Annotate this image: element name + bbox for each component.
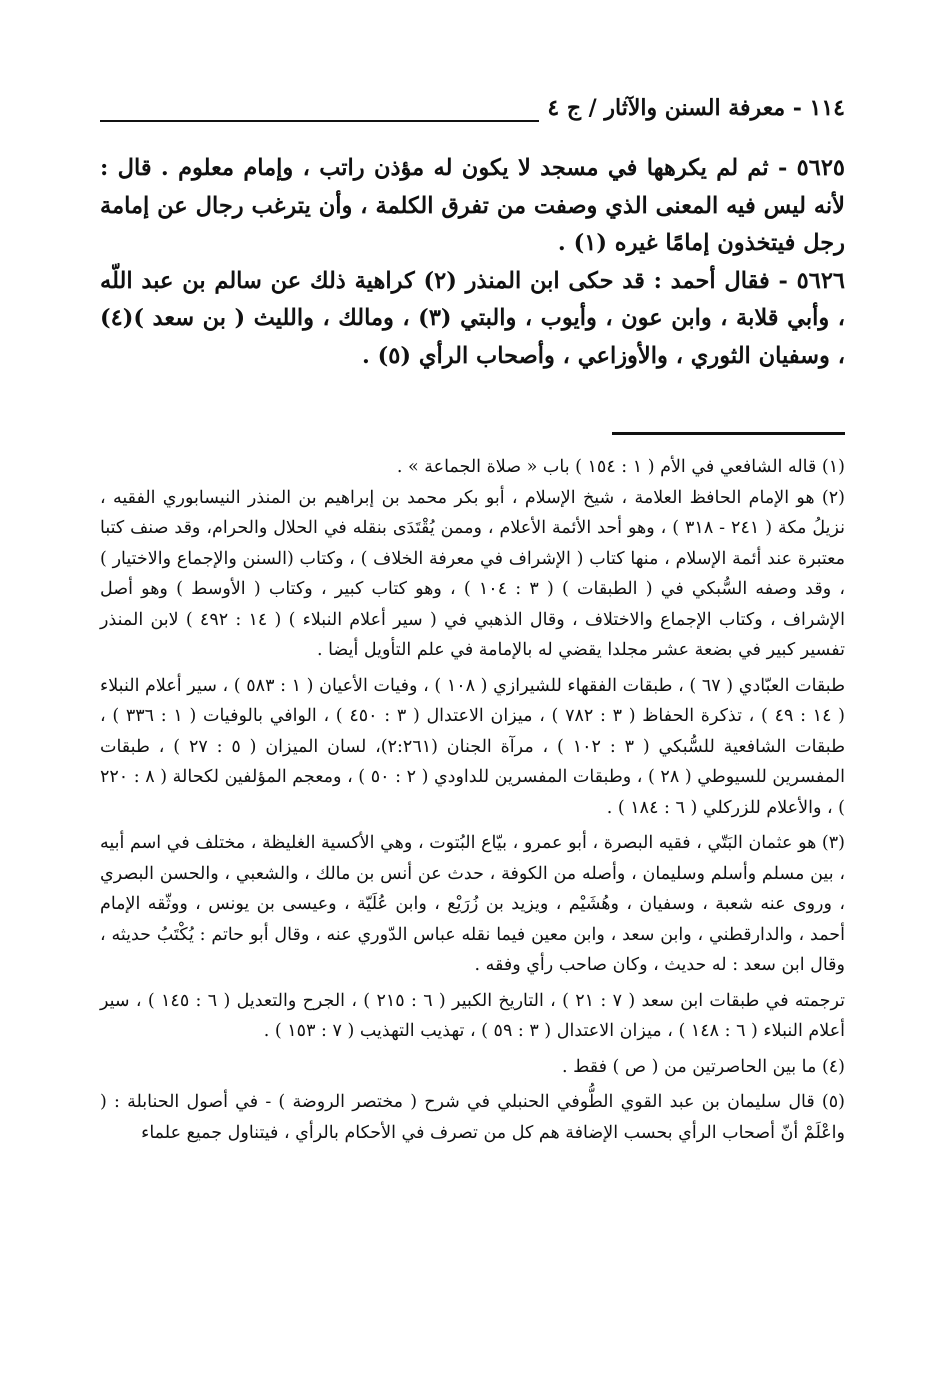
footnote-5: (٥) قال سليمان بن عبد القوي الطُّوفي الحنبلي في شرح ( مختصر الروضة ) - في أصول الحنابلة : ( واعْلَمْ أنّ أصحاب الرأي بحسب الإضافة هم كل من تصرف في الأحكام بالرأي ، فيتناول جميع علماء [100, 1092, 845, 1143]
main-text [100, 150, 845, 375]
footnotes [100, 452, 845, 1148]
page-header [100, 94, 845, 130]
running-head: ١١٤ - معرفة السنن والآثار / ج ٤ [539, 94, 845, 122]
footnote-3: (٣) هو عثمان البَتّي ، فقيه البصرة ، أبو عمرو ، بيّاع البُتوت ، وهي الأكسية الغليظة ، مختلف في اسم أبيه ، بين مسلم وأسلم وسليمان ، وأصله من الكوفة ، حدث عن أنس بن مالك ، والشعبي ، والحسن البصري ، وروى عنه شعبة ، وسفيان ، وهُشَيْم ، ويزيد بن زُرَيْع ، وابن عُلَيّة ، وعيسى بن يونس ، ووثّقه الإمام أحمد ، والدارقطني ، وابن سعد ، وابن معين فيما نقله عباس الدّوري عنه ، وقال أبو حاتم : يُكْتَبُ حديثه ، وقال ابن سعد : له حديث ، وكان صاحب رأي وفقه . [100, 833, 845, 975]
footnote-2-references: طبقات العبّادي ( ٦٧ ) ، طبقات الفقهاء للشيرازي ( ١٠٨ ) ، وفيات الأعيان ( ١ : ٥٨٣ ) ، سير أعلام النبلاء ( ١٤ : ٤٩ ) ، تذكرة الحفاظ ( ٣ : ٧٨٢ ) ، ميزان الاعتدال ( ٣ : ٤٥٠ ) ، الوافي بالوفيات ( ١ : ٣٣٦ ) ، طبقات الشافعية للسُّبكي ( ٣ : ١٠٢ ) ، مرآة الجنان (٢:٢٦١)، لسان الميزان ( ٥ : ٢٧ ) ، طبقات المفسرين للسيوطي ( ٢٨ ) ، وطبقات المفسرين للداودي ( ٢ : ٥٠ ) ، ومعجم المؤلفين لكحالة ( ٨ : ٢٢٠ ) ، والأعلام للزركلي ( ٦ : ١٨٤ ) . [100, 675, 846, 818]
paragraph-5625: ٥٦٢٥ - ثم لم يكرهها في مسجد لا يكون له مؤذن راتب ، وإمام معلوم . قال : لأنه ليس فيه المعنى الذي وصفت من تفرق الكلمة ، وأن يترغب رجال عن إمامة رجل فيتخذون إمامًا غيره (١) . [100, 155, 845, 256]
footnote-divider [612, 432, 845, 435]
paragraph-5626: ٥٦٢٦ - فقال أحمد : قد حكى ابن المنذر (٢) كراهية ذلك عن سالم بن عبد اللّه ، وأبي قلابة ، وابن عون ، وأيوب ، والبتي (٣) ، ومالك ، والليث ( بن سعد )(٤) ، وسفيان الثوري ، والأوزاعي ، وأصحاب الرأي (٥) . [100, 267, 845, 369]
footnote-1: (١) قاله الشافعي في الأم ( ١ : ١٥٤ ) باب « صلاة الجماعة » . [396, 457, 845, 477]
footnote-2: (٢) هو الإمام الحافظ العلامة ، شيخ الإسلام ، أبو بكر محمد بن إبراهيم بن المنذر النيسابوري الفقيه ، نزيلُ مكة ( ٢٤١ - ٣١٨ ) ، وهو أحد الأئمة الأعلام ، وممن يُقْتَدَى بنقله في الحلال والحرام، وقد صنف كتبا معتبرة عند أئمة الإسلام ، منها كتاب ( الإشراف في معرفة الخلاف ) ، وكتاب (السنن والإجماع والاختيار ) ، وقد وصفه السُّبكي في ( الطبقات ) ( ٣ : ١٠٤ ) ، وهو كتاب كبير ، وكتاب ( الأوسط ) وهو أصل الإشراف ، وكتاب الإجماع والاختلاف ، وقال الذهبي في ( سير أعلام النبلاء ) ( ١٤ : ٤٩٢ ) لابن المنذر تفسير كبير في بضعة عشر مجلدا يقضي له بالإمامة في علم التأويل أيضا . [100, 487, 845, 660]
footnote-3-references: ترجمته في طبقات ابن سعد ( ٧ : ٢١ ) ، التاريخ الكبير ( ٦ : ٢١٥ ) ، الجرح والتعديل ( ٦ : ١٤٥ ) ، سير أعلام النبلاء ( ٦ : ١٤٨ ) ، ميزان الاعتدال ( ٣ : ٥٩ ) ، تهذيب التهذيب ( ٧ : ١٥٣ ) . [100, 990, 845, 1041]
footnote-4: (٤) ما بين الحاصرتين من ( ص ) فقط . [561, 1056, 845, 1077]
